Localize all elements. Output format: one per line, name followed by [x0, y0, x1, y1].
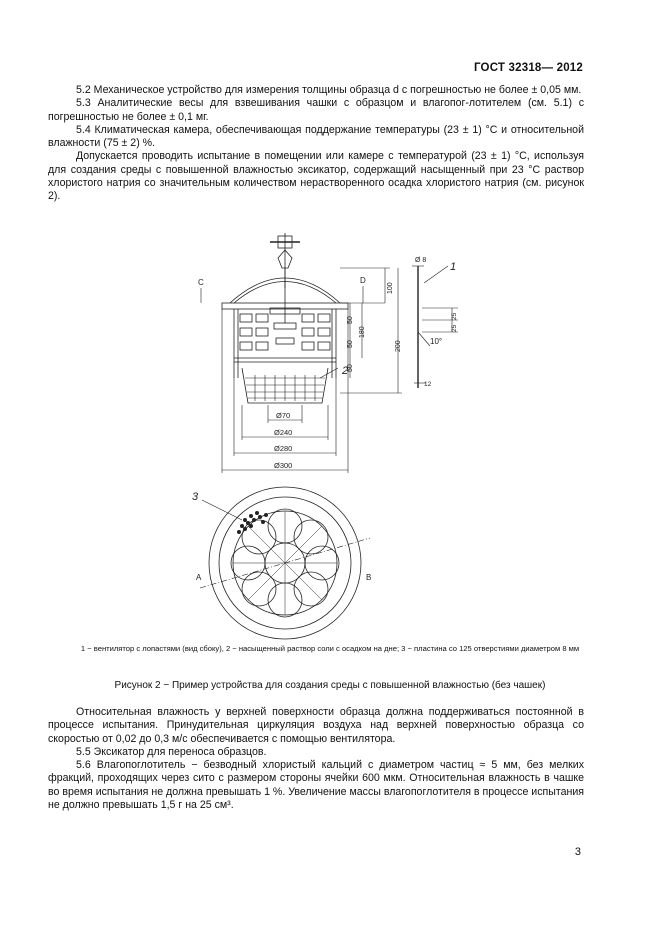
device-drawing — [190, 228, 460, 640]
label-2: 2 — [342, 365, 349, 377]
figure-caption: Рисунок 2 − Пример устройства для создания среды с повышенной влажностью (без чашек) — [114, 680, 546, 691]
figure-2-drawing — [190, 228, 460, 640]
bottom-text-block — [48, 706, 584, 812]
top-text-block — [48, 84, 584, 204]
section-label-c: C — [198, 278, 204, 287]
dim-h25a: 25 — [451, 312, 458, 320]
dim-h200: 200 — [395, 340, 402, 352]
dim-angle: 10° — [430, 337, 443, 346]
label-3: 3 — [192, 491, 199, 503]
dim-d8: Ø 8 — [415, 257, 427, 264]
paragraph-5-3: 5.3 Аналитические весы для взвешивания чашки с образцом и влагопог-лотителем (см. 5.1) с погрешностью не более ± 0,1 мг. — [48, 97, 584, 123]
dim-h12: 12 — [424, 381, 432, 388]
dim-h180: 180 — [359, 326, 366, 338]
dim-d70: Ø70 — [276, 411, 291, 420]
section-label-d: D — [360, 276, 366, 285]
figure-legend: 1 − вентилятор с лопастями (вид сбоку), 2 − насыщенный раствор соли с осадком на дне; 3 − пластина со 125 отверстиями диаметром 8 мм — [80, 644, 580, 653]
document-header: ГОСТ 32318— 2012 — [473, 62, 583, 74]
dim-d300: Ø300 — [274, 461, 293, 470]
section-label-b: B — [366, 573, 372, 582]
dim-d280: Ø280 — [274, 444, 293, 453]
label-1: 1 — [450, 261, 457, 273]
plate-top-view — [192, 487, 371, 639]
page-number: 3 — [574, 846, 581, 858]
salt-solution — [245, 375, 325, 401]
section-label-a: A — [196, 573, 202, 582]
paragraph-humidity: Относительная влажность у верхней поверхности образца должна поддерживаться постоянной в процессе испытания. Принудительная циркуляция воздуха над верхней поверхностью образца со скоростью от 0,02 до 0,3 м/с обеспечивается с помощью вентилятора. — [48, 706, 584, 745]
plate-detail — [412, 257, 458, 388]
dim-h25b: 25 — [451, 324, 458, 332]
height-dimensions — [340, 268, 402, 393]
paragraph-5-4: 5.4 Климатическая камера, обеспечивающая поддержание температуры (23 ± 1) °С и относительной влажности (75 ± 2) %. — [48, 123, 584, 150]
dim-d240: Ø240 — [274, 428, 293, 437]
paragraph-5-6: 5.6 Влагопоглотитель − безводный хлористый кальций с диаметром частиц ≈ 5 мм, без мелких фракций, проходящих через сито с размером стороны ячейки 600 мкм. Относительная влажность в чашке во время испытания не должна превышать 1 %. Увеличение массы влагопоглотителя в процессе испытания не должно превышать 1,5 г на 25 см³. — [48, 759, 584, 812]
paragraph-permit: Допускается проводить испытание в помещении или камере с температурой (23 ± 1) °С, используя для создания среды с повышенной влажностью эксикатор, содержащий насыщенный при 23 °С раствор хлористого натрия со значительным количеством нерастворенного осадка хлористого натрия (см. рисунок 2). — [48, 150, 584, 203]
dim-h50c: 50 — [347, 364, 354, 372]
dim-h50b: 50 — [347, 340, 354, 348]
paragraph-5-2: 5.2 Механическое устройство для измерения толщины образца d с погрешностью не более ± 0,05 мм. — [76, 84, 582, 96]
dim-h50a: 50 — [347, 316, 354, 324]
dim-h100: 100 — [387, 282, 394, 294]
paragraph-5-5: 5.5 Эксикатор для переноса образцов. — [76, 745, 267, 758]
